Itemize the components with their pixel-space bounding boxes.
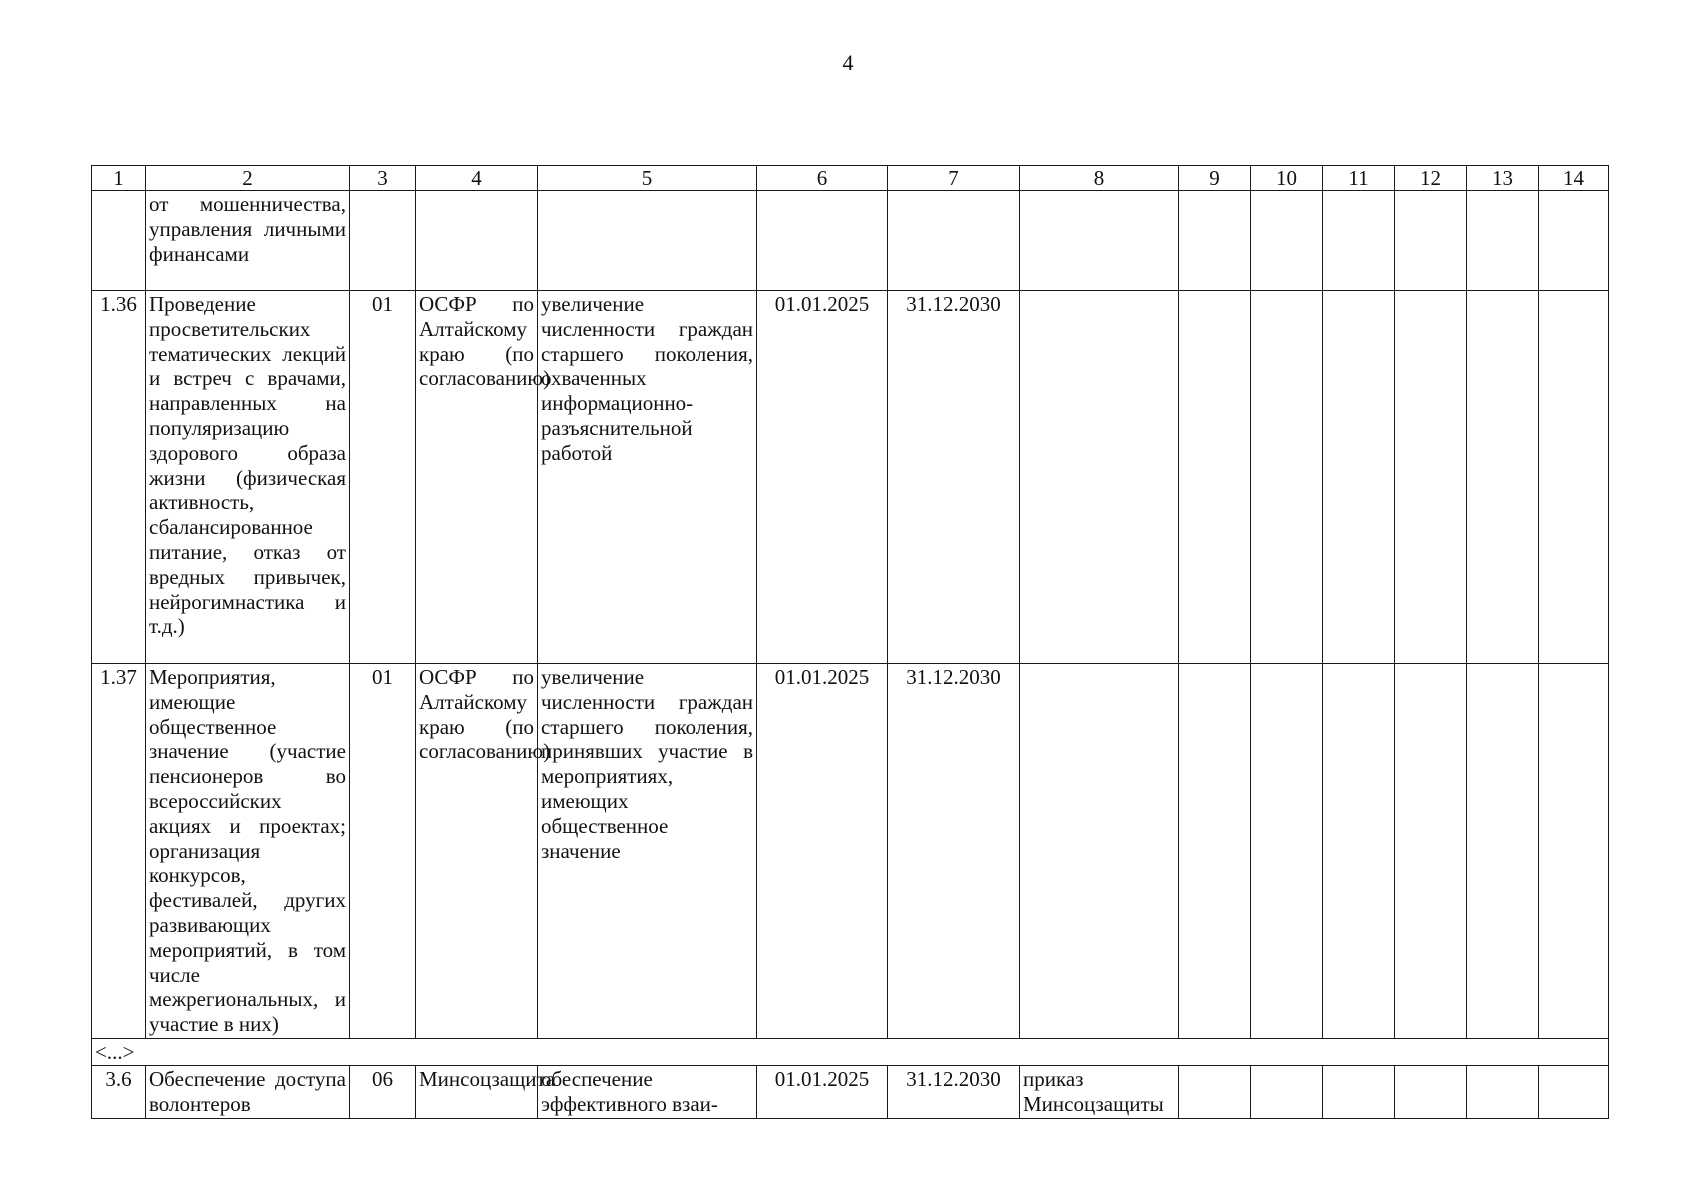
table-gap-row [92,1038,1609,1065]
result-cell: обеспечение эффективного взаи- [538,1065,757,1118]
measure-name-cell: Проведение просветительских тематических лекций и встреч с врачами, направленных на популяризацию здорового образа жизни (физическая активность, сбалансированное питание, отказ от вредных привычек, нейрогимнастика и т.д.) [146,291,350,664]
table-cell [538,191,757,291]
column-header: 6 [757,166,888,191]
table-cell [1251,1065,1323,1118]
column-header: 9 [1179,166,1251,191]
omission-marker: <...> [92,1038,1609,1065]
start-date-cell: 01.01.2025 [757,1065,888,1118]
result-cell: увеличение численности граждан старшего поколения, принявших участие в мероприятиях, имеющих общественное значение [538,664,757,1039]
column-header: 13 [1467,166,1539,191]
document-cell: приказ Минсоцзащиты [1020,1065,1179,1118]
row-number-cell: 1.36 [92,291,146,664]
column-header: 1 [92,166,146,191]
row-number-cell: 1.37 [92,664,146,1039]
table-cell [1179,664,1251,1039]
end-date-cell: 31.12.2030 [888,291,1020,664]
result-cell: увеличение численности граждан старшего поколения, охваченных информационно-разъяснительной работой [538,291,757,664]
measure-name-cell: Обеспечение доступа волонтеров [146,1065,350,1118]
column-header: 14 [1539,166,1609,191]
measure-name-cell: от мошенничества, управления личными финансами [146,191,350,291]
table-cell [1467,664,1539,1039]
start-date-cell: 01.01.2025 [757,291,888,664]
table-row [92,1065,1609,1118]
start-date-cell: 01.01.2025 [757,664,888,1039]
column-header: 8 [1020,166,1179,191]
page-number: 4 [842,50,854,75]
table-cell [1467,191,1539,291]
table-cell [1323,191,1395,291]
column-header: 2 [146,166,350,191]
end-date-cell: 31.12.2030 [888,664,1020,1039]
table-cell [1395,191,1467,291]
table-cell [1251,664,1323,1039]
code-cell: 06 [350,1065,416,1118]
table-cell [1251,291,1323,664]
table-cell [1179,1065,1251,1118]
row-number-cell [92,191,146,291]
table-cell [1467,1065,1539,1118]
table-cell [416,191,538,291]
document-cell [1020,291,1179,664]
data-table [91,165,1609,1119]
table-row [92,291,1609,664]
table-cell [350,191,416,291]
column-header: 4 [416,166,538,191]
column-header: 5 [538,166,757,191]
column-header: 11 [1323,166,1395,191]
table-cell [1467,291,1539,664]
code-cell: 01 [350,664,416,1039]
table-cell [1539,191,1609,291]
table-cell [1323,291,1395,664]
column-header: 7 [888,166,1020,191]
measure-name-cell: Мероприятия, имеющие общественное значение (участие пенсионеров во всероссийских акциях и проектах; организация конкурсов, фестивалей, других развивающих мероприятий, в том числе межрегиональных, и участие в них) [146,664,350,1039]
table-cell [1539,664,1609,1039]
code-cell: 01 [350,291,416,664]
table-cell [1539,291,1609,664]
table-cell [1395,291,1467,664]
row-number-cell: 3.6 [92,1065,146,1118]
table-cell [1323,664,1395,1039]
table-cell [757,191,888,291]
table-cell [1323,1065,1395,1118]
column-header: 12 [1395,166,1467,191]
table-cell [1395,664,1467,1039]
table-cell [1251,191,1323,291]
table-cell [1179,191,1251,291]
column-header: 10 [1251,166,1323,191]
end-date-cell: 31.12.2030 [888,1065,1020,1118]
table-cell [1539,1065,1609,1118]
executor-cell: ОСФР по Алтайскому краю (по согласованию) [416,664,538,1039]
table-cell [1020,191,1179,291]
column-header: 3 [350,166,416,191]
document-cell [1020,664,1179,1039]
executor-cell: Минсоцзащита [416,1065,538,1118]
table-cell [1179,291,1251,664]
executor-cell: ОСФР по Алтайскому краю (по согласованию) [416,291,538,664]
column-number-header-row [92,166,1609,191]
table-row [92,664,1609,1039]
table-row-continued [92,191,1609,291]
table-cell [888,191,1020,291]
table-cell [1395,1065,1467,1118]
